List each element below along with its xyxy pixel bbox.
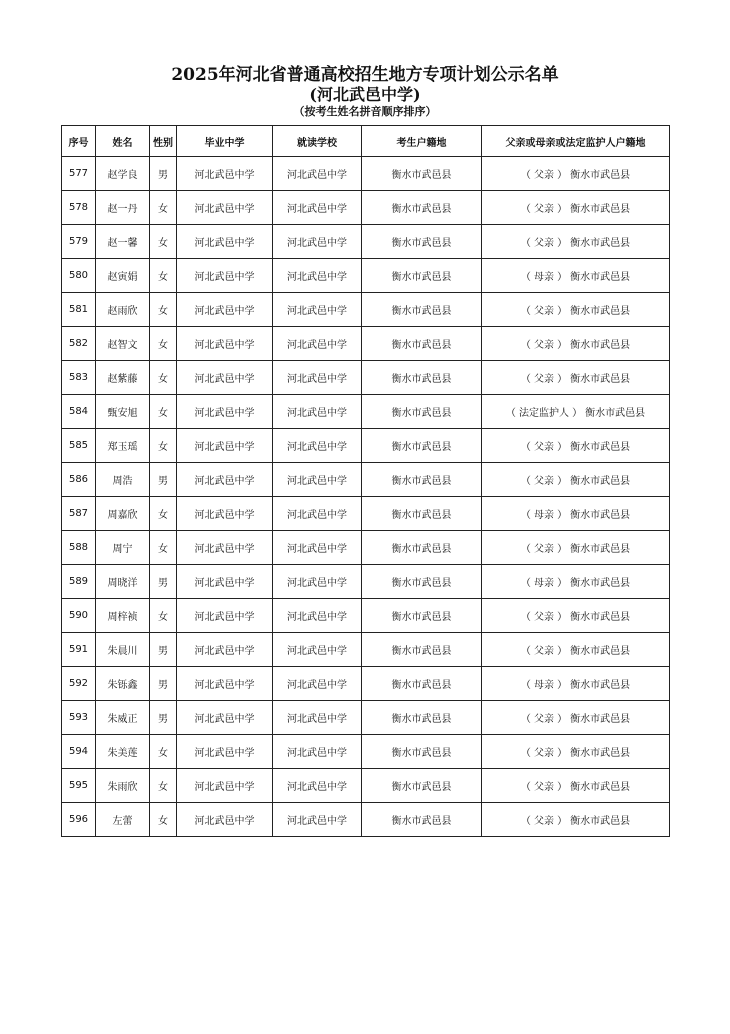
row-no: 588 (62, 531, 96, 565)
row-no: 580 (62, 259, 96, 293)
row-no: 591 (62, 633, 96, 667)
student-hukou: 衡水市武邑县 (362, 769, 482, 803)
gender: 女 (150, 769, 177, 803)
student-name: 周嘉欣 (96, 497, 150, 531)
graduation-school: 河北武邑中学 (177, 327, 273, 361)
graduation-school: 河北武邑中学 (177, 497, 273, 531)
document-title: 2025年河北省普通高校招生地方专项计划公示名单 (171, 65, 559, 85)
student-name: 周浩 (96, 463, 150, 497)
row-no: 584 (62, 395, 96, 429)
graduation-school: 河北武邑中学 (177, 429, 273, 463)
student-name: 左蕾 (96, 803, 150, 837)
graduation-school: 河北武邑中学 (177, 293, 273, 327)
header-student-hukou: 考生户籍地 (362, 126, 482, 157)
guardian-relation: （ 父亲 ） (520, 374, 568, 385)
graduation-school: 河北武邑中学 (177, 361, 273, 395)
guardian-hukou (482, 157, 670, 191)
guardian-hukou-place: 衡水市武邑县 (570, 816, 631, 827)
student-name: 周晓洋 (96, 565, 150, 599)
graduation-school: 河北武邑中学 (177, 565, 273, 599)
guardian-hukou-place: 衡水市武邑县 (570, 170, 631, 181)
gender: 女 (150, 259, 177, 293)
row-no: 582 (62, 327, 96, 361)
current-school: 河北武邑中学 (273, 667, 362, 701)
table-row (62, 667, 670, 701)
table-body (62, 157, 670, 837)
student-name: 周梓祯 (96, 599, 150, 633)
guardian-hukou-place: 衡水市武邑县 (570, 374, 631, 385)
guardian-hukou (482, 463, 670, 497)
guardian-relation: （ 母亲 ） (520, 680, 568, 691)
student-name: 周宁 (96, 531, 150, 565)
guardian-relation: （ 母亲 ） (520, 272, 568, 283)
guardian-hukou (482, 667, 670, 701)
table-row (62, 327, 670, 361)
row-no: 592 (62, 667, 96, 701)
gender: 女 (150, 803, 177, 837)
table-row (62, 633, 670, 667)
table-row (62, 225, 670, 259)
guardian-relation: （ 父亲 ） (520, 544, 568, 555)
student-name: 赵智文 (96, 327, 150, 361)
graduation-school: 河北武邑中学 (177, 531, 273, 565)
student-name: 朱铄鑫 (96, 667, 150, 701)
student-hukou: 衡水市武邑县 (362, 667, 482, 701)
guardian-relation: （ 父亲 ） (520, 442, 568, 453)
guardian-relation: （ 父亲 ） (520, 476, 568, 487)
gender: 女 (150, 361, 177, 395)
guardian-hukou (482, 531, 670, 565)
guardian-hukou (482, 769, 670, 803)
gender: 女 (150, 191, 177, 225)
guardian-relation: （ 父亲 ） (520, 306, 568, 317)
gender: 女 (150, 599, 177, 633)
graduation-school: 河北武邑中学 (177, 769, 273, 803)
guardian-hukou (482, 803, 670, 837)
guardian-relation: （ 父亲 ） (520, 204, 568, 215)
student-hukou: 衡水市武邑县 (362, 157, 482, 191)
current-school: 河北武邑中学 (273, 701, 362, 735)
document-subtitle: (河北武邑中学) (309, 85, 421, 104)
student-name: 赵寅娟 (96, 259, 150, 293)
header-graduation-school: 毕业中学 (177, 126, 273, 157)
gender: 女 (150, 327, 177, 361)
guardian-hukou (482, 701, 670, 735)
guardian-relation: （ 父亲 ） (520, 816, 568, 827)
guardian-relation: （ 父亲 ） (520, 646, 568, 657)
guardian-relation: （ 父亲 ） (520, 170, 568, 181)
current-school: 河北武邑中学 (273, 463, 362, 497)
current-school: 河北武邑中学 (273, 429, 362, 463)
table-header-row (62, 126, 670, 157)
gender: 女 (150, 225, 177, 259)
guardian-hukou (482, 225, 670, 259)
guardian-hukou-place: 衡水市武邑县 (570, 782, 631, 793)
student-hukou: 衡水市武邑县 (362, 531, 482, 565)
guardian-hukou (482, 395, 670, 429)
table-row (62, 395, 670, 429)
row-no: 577 (62, 157, 96, 191)
guardian-relation: （ 父亲 ） (520, 714, 568, 725)
current-school: 河北武邑中学 (273, 803, 362, 837)
student-hukou: 衡水市武邑县 (362, 395, 482, 429)
gender: 女 (150, 395, 177, 429)
graduation-school: 河北武邑中学 (177, 225, 273, 259)
current-school: 河北武邑中学 (273, 735, 362, 769)
guardian-hukou (482, 293, 670, 327)
guardian-relation: （ 父亲 ） (520, 340, 568, 351)
student-hukou: 衡水市武邑县 (362, 803, 482, 837)
gender: 男 (150, 701, 177, 735)
guardian-hukou-place: 衡水市武邑县 (570, 204, 631, 215)
guardian-relation: （ 父亲 ） (520, 612, 568, 623)
graduation-school: 河北武邑中学 (177, 463, 273, 497)
table-row (62, 769, 670, 803)
student-name: 赵学良 (96, 157, 150, 191)
table-row (62, 463, 670, 497)
table-row (62, 599, 670, 633)
guardian-hukou-place: 衡水市武邑县 (570, 748, 631, 759)
table-row (62, 701, 670, 735)
current-school: 河北武邑中学 (273, 633, 362, 667)
gender: 男 (150, 633, 177, 667)
guardian-hukou (482, 633, 670, 667)
guardian-hukou-place: 衡水市武邑县 (570, 510, 631, 521)
student-name: 赵一馨 (96, 225, 150, 259)
student-name: 赵一丹 (96, 191, 150, 225)
table-row (62, 803, 670, 837)
student-hukou: 衡水市武邑县 (362, 361, 482, 395)
table-row (62, 191, 670, 225)
guardian-hukou-place: 衡水市武邑县 (570, 442, 631, 453)
guardian-hukou-place: 衡水市武邑县 (570, 680, 631, 691)
guardian-hukou-place: 衡水市武邑县 (570, 612, 631, 623)
graduation-school: 河北武邑中学 (177, 599, 273, 633)
row-no: 585 (62, 429, 96, 463)
row-no: 583 (62, 361, 96, 395)
guardian-hukou (482, 191, 670, 225)
table-row (62, 157, 670, 191)
row-no: 593 (62, 701, 96, 735)
header-guardian-hukou: 父亲或母亲或法定监护人户籍地 (482, 126, 670, 157)
row-no: 578 (62, 191, 96, 225)
table-row (62, 361, 670, 395)
header-name: 姓名 (96, 126, 150, 157)
graduation-school: 河北武邑中学 (177, 667, 273, 701)
student-hukou: 衡水市武邑县 (362, 497, 482, 531)
guardian-hukou-place: 衡水市武邑县 (570, 578, 631, 589)
student-hukou: 衡水市武邑县 (362, 191, 482, 225)
table-row (62, 497, 670, 531)
row-no: 596 (62, 803, 96, 837)
student-name: 朱威正 (96, 701, 150, 735)
gender: 女 (150, 293, 177, 327)
student-hukou: 衡水市武邑县 (362, 633, 482, 667)
guardian-hukou (482, 259, 670, 293)
student-hukou: 衡水市武邑县 (362, 565, 482, 599)
table-row (62, 565, 670, 599)
guardian-relation: （ 父亲 ） (520, 238, 568, 249)
graduation-school: 河北武邑中学 (177, 633, 273, 667)
guardian-hukou-place: 衡水市武邑县 (570, 238, 631, 249)
row-no: 595 (62, 769, 96, 803)
current-school: 河北武邑中学 (273, 599, 362, 633)
guardian-hukou (482, 497, 670, 531)
gender: 男 (150, 667, 177, 701)
guardian-relation: （ 母亲 ） (520, 578, 568, 589)
graduation-school: 河北武邑中学 (177, 803, 273, 837)
sort-note: （按考生姓名拼音顺序排序） (293, 105, 437, 118)
table-row (62, 735, 670, 769)
guardian-hukou (482, 565, 670, 599)
guardian-hukou-place: 衡水市武邑县 (585, 408, 646, 419)
gender: 女 (150, 429, 177, 463)
student-name: 赵雨欣 (96, 293, 150, 327)
graduation-school: 河北武邑中学 (177, 701, 273, 735)
graduation-school: 河北武邑中学 (177, 395, 273, 429)
row-no: 589 (62, 565, 96, 599)
current-school: 河北武邑中学 (273, 157, 362, 191)
row-no: 579 (62, 225, 96, 259)
row-no: 594 (62, 735, 96, 769)
current-school: 河北武邑中学 (273, 395, 362, 429)
current-school: 河北武邑中学 (273, 327, 362, 361)
gender: 女 (150, 497, 177, 531)
table-row (62, 259, 670, 293)
student-name: 郑玉瑶 (96, 429, 150, 463)
graduation-school: 河北武邑中学 (177, 191, 273, 225)
student-hukou: 衡水市武邑县 (362, 701, 482, 735)
guardian-relation: （ 父亲 ） (520, 782, 568, 793)
header-no: 序号 (62, 126, 96, 157)
gender: 男 (150, 463, 177, 497)
student-hukou: 衡水市武邑县 (362, 463, 482, 497)
current-school: 河北武邑中学 (273, 361, 362, 395)
table-row (62, 429, 670, 463)
student-hukou: 衡水市武邑县 (362, 327, 482, 361)
guardian-hukou-place: 衡水市武邑县 (570, 714, 631, 725)
guardian-hukou (482, 327, 670, 361)
guardian-relation: （ 父亲 ） (520, 748, 568, 759)
current-school: 河北武邑中学 (273, 497, 362, 531)
gender: 女 (150, 531, 177, 565)
header-gender: 性别 (150, 126, 177, 157)
student-hukou: 衡水市武邑县 (362, 599, 482, 633)
row-no: 586 (62, 463, 96, 497)
guardian-hukou (482, 599, 670, 633)
student-name: 朱晨川 (96, 633, 150, 667)
current-school: 河北武邑中学 (273, 259, 362, 293)
current-school: 河北武邑中学 (273, 293, 362, 327)
roster-table (61, 125, 670, 837)
guardian-hukou (482, 361, 670, 395)
student-name: 赵紫藤 (96, 361, 150, 395)
current-school: 河北武邑中学 (273, 191, 362, 225)
graduation-school: 河北武邑中学 (177, 259, 273, 293)
guardian-hukou (482, 429, 670, 463)
guardian-hukou-place: 衡水市武邑县 (570, 476, 631, 487)
table-row (62, 531, 670, 565)
table-row (62, 293, 670, 327)
gender: 男 (150, 565, 177, 599)
student-name: 甄安旭 (96, 395, 150, 429)
student-hukou: 衡水市武邑县 (362, 735, 482, 769)
student-hukou: 衡水市武邑县 (362, 225, 482, 259)
current-school: 河北武邑中学 (273, 225, 362, 259)
gender: 男 (150, 157, 177, 191)
guardian-relation: （ 法定监护人 ） (505, 408, 583, 419)
graduation-school: 河北武邑中学 (177, 735, 273, 769)
student-name: 朱美莲 (96, 735, 150, 769)
current-school: 河北武邑中学 (273, 531, 362, 565)
current-school: 河北武邑中学 (273, 565, 362, 599)
current-school: 河北武邑中学 (273, 769, 362, 803)
guardian-hukou-place: 衡水市武邑县 (570, 544, 631, 555)
student-hukou: 衡水市武邑县 (362, 429, 482, 463)
guardian-relation: （ 母亲 ） (520, 510, 568, 521)
row-no: 581 (62, 293, 96, 327)
student-hukou: 衡水市武邑县 (362, 259, 482, 293)
guardian-hukou-place: 衡水市武邑县 (570, 340, 631, 351)
guardian-hukou-place: 衡水市武邑县 (570, 306, 631, 317)
student-hukou: 衡水市武邑县 (362, 293, 482, 327)
graduation-school: 河北武邑中学 (177, 157, 273, 191)
student-name: 朱雨欣 (96, 769, 150, 803)
gender: 女 (150, 735, 177, 769)
guardian-hukou-place: 衡水市武邑县 (570, 646, 631, 657)
guardian-hukou-place: 衡水市武邑县 (570, 272, 631, 283)
guardian-hukou (482, 735, 670, 769)
header-current-school: 就读学校 (273, 126, 362, 157)
row-no: 587 (62, 497, 96, 531)
row-no: 590 (62, 599, 96, 633)
